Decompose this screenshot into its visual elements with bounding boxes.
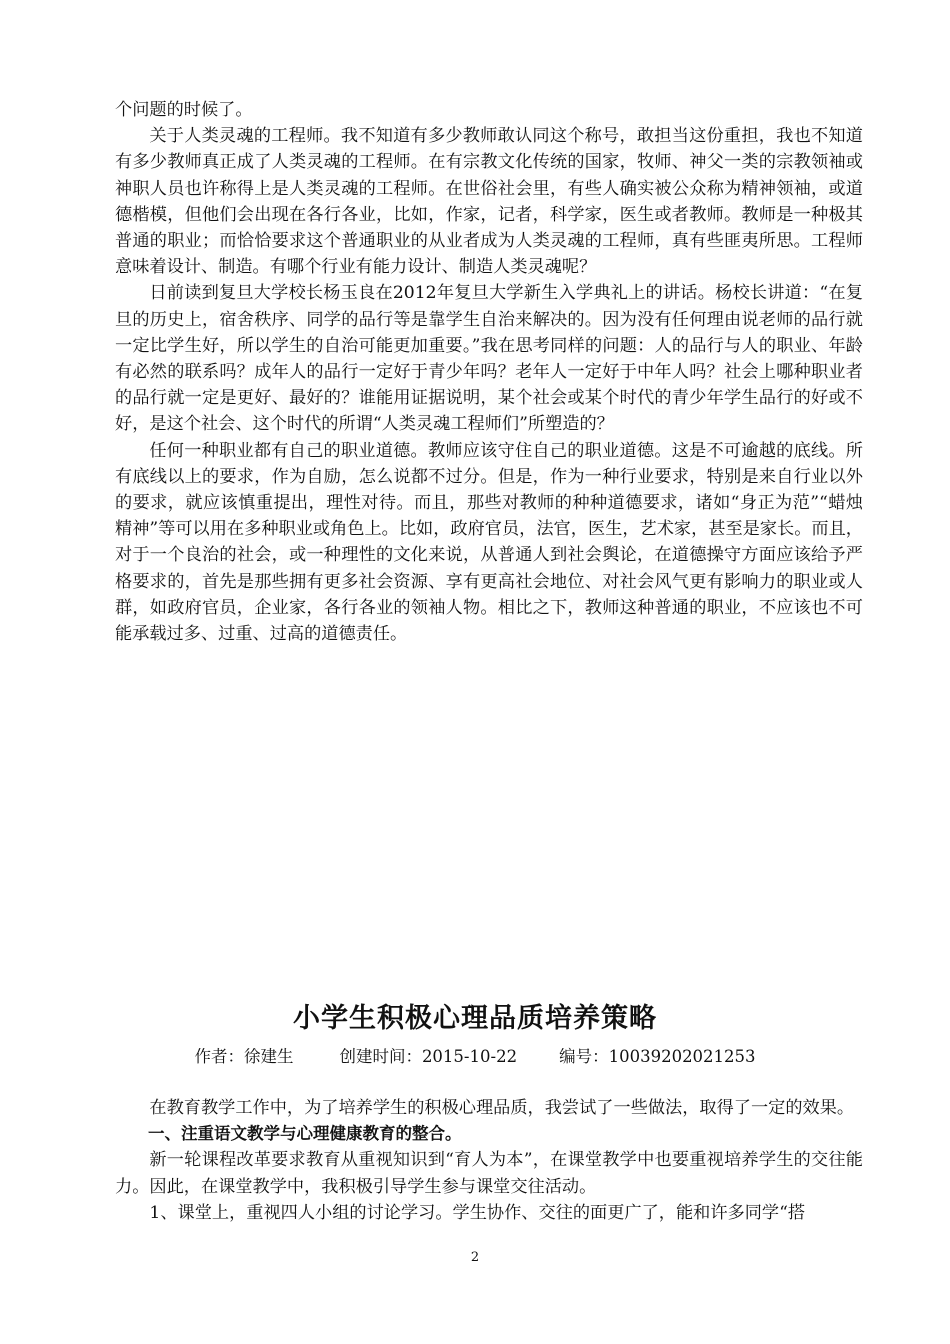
section-heading-1: 一、注重语文教学与心理健康教育的整合。 bbox=[148, 1124, 462, 1144]
essay-paragraph-0: 个问题的时候了。 bbox=[115, 100, 253, 120]
author-label: 作者：徐建生 bbox=[194, 1047, 294, 1066]
essay-paragraph-1: 关于人类灵魂的工程师。我不知道有多少教师敢认同这个称号，敢担当这份重担，我也不知道有多少教师真正成了人类灵魂的工程师。在有宗教文化传统的国家，牧师、神父一类的宗教领袖或神职人员也许称得上是人类灵魂的工程师。在世俗社会里，有些人确实被公众称为精神领袖，或道德楷模，但他们会出现在各行各业，比如，作家，记者，科学家，医生或者教师。教师是一种极其普通的职业；而恰恰要求这个普通职业的从业者成为人类灵魂的工程师，真有些匪夷所思。工程师意味着设计、制造。有哪个行业有能力设计、制造人类灵魂呢？ bbox=[115, 126, 863, 278]
article-body bbox=[115, 1095, 863, 1226]
essay-paragraph-2: 日前读到复旦大学校长杨玉良在2012年复旦大学新生入学典礼上的讲话。杨校长讲道：“在复旦的历史上，宿舍秩序、同学的品行等是靠学生自治来解决的。因为没有任何理由说老师的品行就一定比学生好，所以学生的自治可能更加重要。”我在思考同样的问题：人的品行与人的职业、年龄有必然的联系吗？成年人的品行一定好于青少年吗？老年人一定好于中年人吗？社会上哪种职业者的品行就一定是更好、最好的？谁能用证据说明，某个社会或某个时代的青少年学生品行的好或不好，是这个社会、这个时代的所谓“人类灵魂工程师们”所塑造的？ bbox=[115, 283, 863, 435]
page-number: 2 bbox=[470, 1250, 480, 1265]
article-paragraph-2: 1、课堂上，重视四人小组的讨论学习。学生协作、交往的面更广了，能和许多同学“搭 bbox=[149, 1202, 806, 1223]
article-intro: 在教育教学工作中，为了培养学生的积极心理品质，我尝试了一些做法，取得了一定的效果。 bbox=[149, 1098, 855, 1118]
created-date: 创建时间：2015-10-22 bbox=[339, 1047, 518, 1066]
article-title: 小学生积极心理品质培养策略 bbox=[293, 1003, 657, 1034]
essay-paragraph-3: 任何一种职业都有自己的职业道德。教师应该守住自己的职业道德。这是不可逾越的底线。所有底线以上的要求，作为自励，怎么说都不过分。但是，作为一种行业要求，特别是来自行业以外的要求，就应该慎重提出，理性对待。而且，那些对教师的种种道德要求，诸如“身正为范”“蜡烛精神”等可以用在多种职业或角色上。比如，政府官员，法官，医生，艺术家，甚至是家长。而且，对于一个良治的社会，或一种理性的文化来说，从普通人到社会舆论，在道德操守方面应该给予严格要求的，首先是那些拥有更多社会资源、享有更高社会地位、对社会风气更有影响力的职业或人群，如政府官员，企业家，各行各业的领袖人物。相比之下，教师这种普通的职业，不应该也不可能承载过多、过重、过高的道德责任。 bbox=[115, 440, 863, 645]
article-paragraph-1: 新一轮课程改革要求教育从重视知识到“育人为本”，在课堂教学中也要重视培养学生的交往能力。因此，在课堂教学中，我积极引导学生参与课堂交往活动。 bbox=[115, 1150, 863, 1197]
article-meta bbox=[0, 1045, 950, 1069]
article-number: 编号：10039202021253 bbox=[559, 1047, 756, 1066]
continued-essay bbox=[115, 97, 863, 647]
